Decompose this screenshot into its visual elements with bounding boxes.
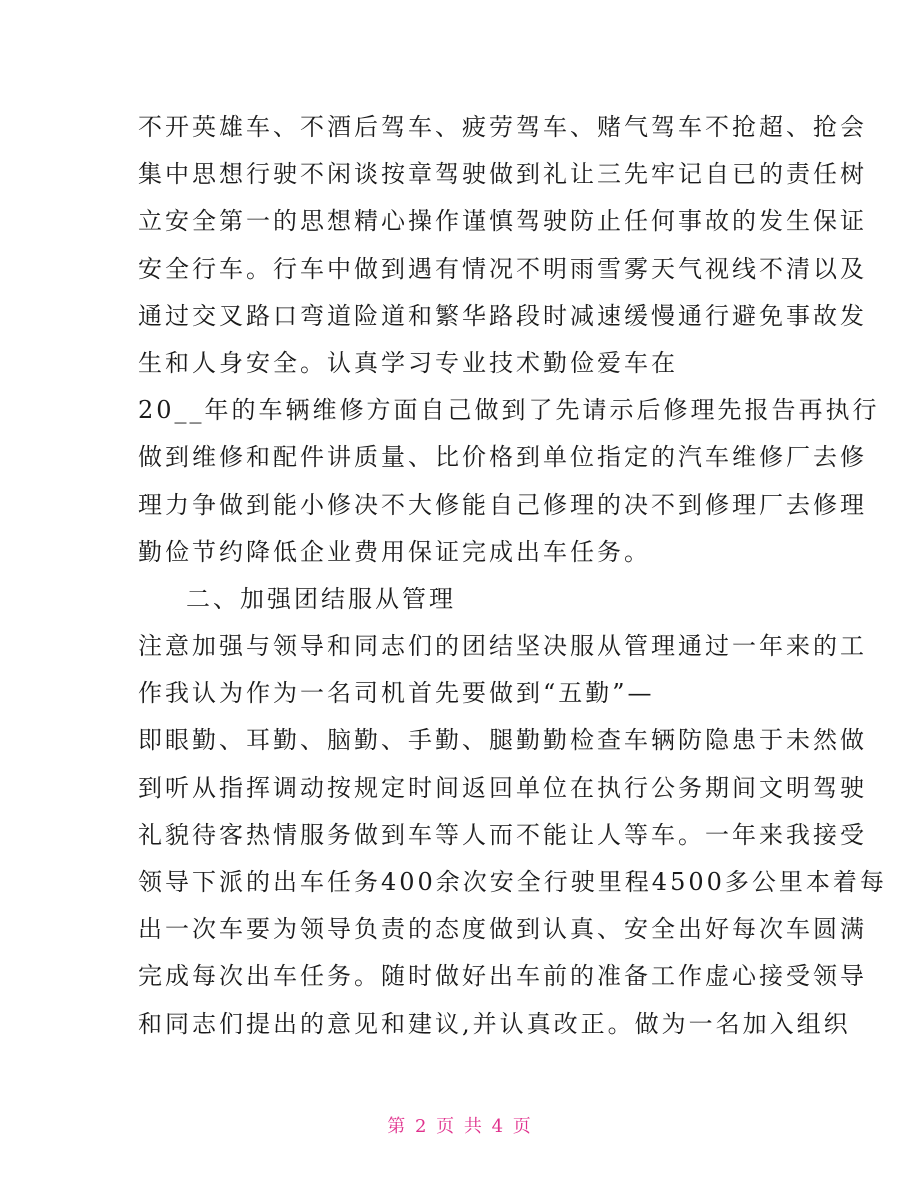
text-line: 立安全第一的思想精心操作谨慎驾驶防止任何事故的发生保证	[138, 207, 867, 236]
text-line: 勤俭节约降低企业费用保证完成出车任务。	[138, 537, 651, 566]
text-line: 完成每次出车任务。随时做好出车前的准备工作虚心接受领导	[138, 962, 867, 991]
text-line: 即眼勤、耳勤、脑勤、手勤、腿勤勤检查车辆防隐患于未然做	[138, 726, 867, 755]
text-line: 安全行车。行车中做到遇有情况不明雨雪雾天气视线不清以及	[138, 254, 867, 283]
text-line: 20__年的车辆维修方面自己做到了先请示后修理先报告再执行	[138, 396, 880, 425]
text-line: 理力争做到能小修决不大修能自己修理的决不到修理厂去修理	[138, 490, 867, 519]
text-line: 做到维修和配件讲质量、比价格到单位指定的汽车维修厂去修	[138, 443, 867, 472]
text-line: 作我认为作为一名司机首先要做到“五勤”—	[138, 679, 655, 708]
document-body	[138, 104, 887, 1048]
text-line: 生和人身安全。认真学习专业技术勤俭爱车在	[138, 348, 678, 377]
page-footer	[0, 1112, 920, 1138]
text-line: 到听从指挥调动按规定时间返回单位在执行公务期间文明驾驶	[138, 773, 867, 802]
text-line: 注意加强与领导和同志们的团结坚决服从管理通过一年来的工	[138, 632, 867, 661]
text-line: 通过交叉路口弯道险道和繁华路段时减速缓慢通行避免事故发	[138, 301, 867, 330]
section-heading: 二、加强团结服从管理	[186, 584, 456, 613]
text-line: 礼貌待客热情服务做到车等人而不能让人等车。一年来我接受	[138, 820, 867, 849]
text-line: 不开英雄车、不酒后驾车、疲劳驾车、赌气驾车不抢超、抢会	[138, 113, 867, 141]
text-line: 集中思想行驶不闲谈按章驾驶做到礼让三先牢记自已的责任树	[138, 160, 867, 189]
text-line: 和同志们提出的意见和建议,并认真改正。做为一名加入组织	[138, 1009, 851, 1038]
text-line: 领导下派的出车任务400余次安全行驶里程4500多公里本着每	[138, 868, 887, 896]
page-number: 第 2 页 共 4 页	[387, 1116, 533, 1137]
text-line: 出一次车要为领导负责的态度做到认真、安全出好每次车圆满	[138, 915, 867, 944]
